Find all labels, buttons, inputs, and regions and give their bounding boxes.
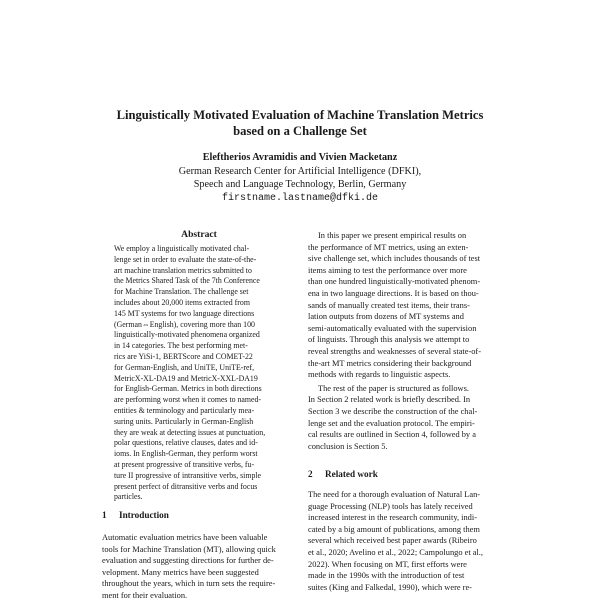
abstract-line: they are weak at detecting issues at punctuation,	[114, 427, 266, 437]
body-line: conclusion is Section 5.	[308, 441, 388, 451]
abstract-line: present perfect of ditransitive verbs and focus	[114, 481, 258, 491]
section-number: 1	[102, 510, 107, 520]
body-line: suites (King and Falkedal, 1990), which were re-	[308, 582, 472, 592]
body-line: reveal strengths and weaknesses of several state-of-	[308, 346, 482, 356]
author-block	[0, 151, 600, 205]
section-heading-related-work	[308, 469, 378, 479]
affiliation-line-2: Speech and Language Technology, Berlin, Germany	[193, 179, 407, 190]
body-line: the performance of MT metrics, using an exten-	[308, 242, 469, 252]
body-line: et al., 2020; Avelino et al., 2022; Campolungo et al.,	[308, 547, 483, 557]
body-line: sive challenge set, which includes thousands of test	[308, 254, 481, 264]
intro-continuation	[308, 230, 500, 452]
author-names: Eleftherios Avramidis and Vivien Macketanz	[202, 152, 398, 163]
section-heading-introduction	[102, 510, 169, 520]
body-line: methods with regards to linguistic aspects.	[308, 370, 451, 380]
body-line: than one hundred linguistically-motivated phenom-	[308, 277, 481, 287]
introduction-body	[102, 532, 290, 602]
title-line-1: Linguistically Motivated Evaluation of Machine Translation Metrics	[116, 108, 484, 122]
body-line: The need for a thorough evaluation of Natural Lan-	[308, 490, 481, 499]
body-line: In this paper we present empirical results on	[318, 231, 467, 240]
abstract-body	[114, 244, 286, 503]
body-line: semi-automatically evaluated with the supervision	[308, 323, 477, 333]
section-number: 2	[308, 469, 313, 479]
body-line: cated by a big amount of publications, among them	[308, 524, 480, 534]
abstract-line: We employ a linguistically motivated chal-	[114, 244, 250, 253]
abstract-line: for Machine Translation. The challenge set	[114, 287, 249, 297]
body-line: velopment. Many metrics have been suggested	[102, 567, 259, 577]
body-line: ment for their evaluation.	[102, 590, 188, 600]
body-line: items aiming to test the performance over more	[308, 265, 467, 275]
body-line: throughout the years, which in turn sets the require-	[102, 579, 276, 589]
affiliation-line-1: German Research Center for Artificial Intelligence (DFKI),	[178, 165, 422, 177]
body-line: 2022). When focusing on MT, first efforts were	[308, 559, 467, 569]
abstract-line: at present progressive of transitive verbs, fu-	[114, 459, 255, 469]
abstract-heading: Abstract	[181, 229, 217, 240]
body-line: ena in two language directions. It is based on thou-	[308, 288, 479, 298]
abstract-line: polar questions, relative clauses, dates and id-	[114, 438, 258, 448]
abstract-line: particles.	[114, 492, 143, 502]
abstract-line: ture II progressive of intransitive verbs, simple	[114, 470, 262, 480]
section-title: Introduction	[119, 510, 169, 520]
body-line: of linguists. Through this analysis we attempt to	[308, 335, 470, 345]
body-line: lation outputs from dozens of MT systems and	[308, 312, 464, 322]
abstract-line: MetricX-XL-DA19 and MetricX-XXL-DA19	[114, 373, 258, 383]
body-line: tools for Machine Translation (MT), allowing quick	[102, 544, 276, 554]
body-line: evaluation and suggesting directions for further de-	[102, 556, 274, 566]
abstract-line: lenge set in order to evaluate the state-of-the-	[114, 254, 257, 264]
body-line: The rest of the paper is structured as follows.	[318, 383, 469, 393]
abstract-line: in 14 categories. The best performing met-	[114, 341, 248, 351]
related-work-body	[308, 489, 500, 593]
abstract-line: are performing worst when it comes to named-	[114, 395, 262, 405]
body-line: cal results are outlined in Section 4, followed by a	[308, 430, 476, 440]
body-line: In Section 2 related work is briefly described. In	[308, 395, 471, 405]
body-line: the-art MT metrics considering their background	[308, 358, 472, 368]
body-line: increased interest in the research community, indi-	[308, 513, 477, 523]
body-line: guage Processing (NLP) tools has lately received	[308, 501, 473, 511]
author-email: firstname.lastname@dfki.de	[221, 192, 379, 204]
abstract-line: for English-German. Metrics in both directions	[114, 384, 262, 394]
body-line: sands of manually created test items, their trans-	[308, 300, 470, 310]
abstract-line: for German-English, and UniTE, UniTE-ref,	[114, 362, 255, 372]
body-line: lenge set and the evaluation protocol. The empiri-	[308, 418, 475, 428]
abstract-line: 145 MT systems for two language directions	[114, 308, 255, 318]
abstract-line: ioms. In English-German, they perform worst	[114, 449, 258, 459]
paper-title	[0, 107, 600, 139]
abstract-line: linguistically-motivated phenomena organized	[114, 330, 260, 340]
abstract-line: entities & terminology and particularly mea-	[114, 405, 255, 415]
body-line: Section 3 we describe the construction of the chal-	[308, 406, 478, 416]
abstract-line: rics are YiSi-1, BERTScore and COMET-22	[114, 351, 253, 361]
body-line: made in the 1990s with the introduction of test	[308, 571, 465, 581]
abstract-line: (German⇔English), covering more than 100	[114, 319, 255, 329]
abstract-line: includes about 20,000 items extracted from	[114, 297, 250, 307]
abstract-line: art machine translation metrics submitted to	[114, 265, 252, 275]
body-line: several which received best paper awards (Ribeiro	[308, 536, 477, 546]
title-line-2: based on a Challenge Set	[233, 124, 367, 138]
body-line: Automatic evaluation metrics have been valuable	[102, 533, 268, 542]
abstract-line: the Metrics Shared Task of the 7th Conference	[114, 276, 260, 286]
abstract-line: suring units. Particularly in German-English	[114, 416, 254, 426]
section-title: Related work	[325, 469, 378, 479]
